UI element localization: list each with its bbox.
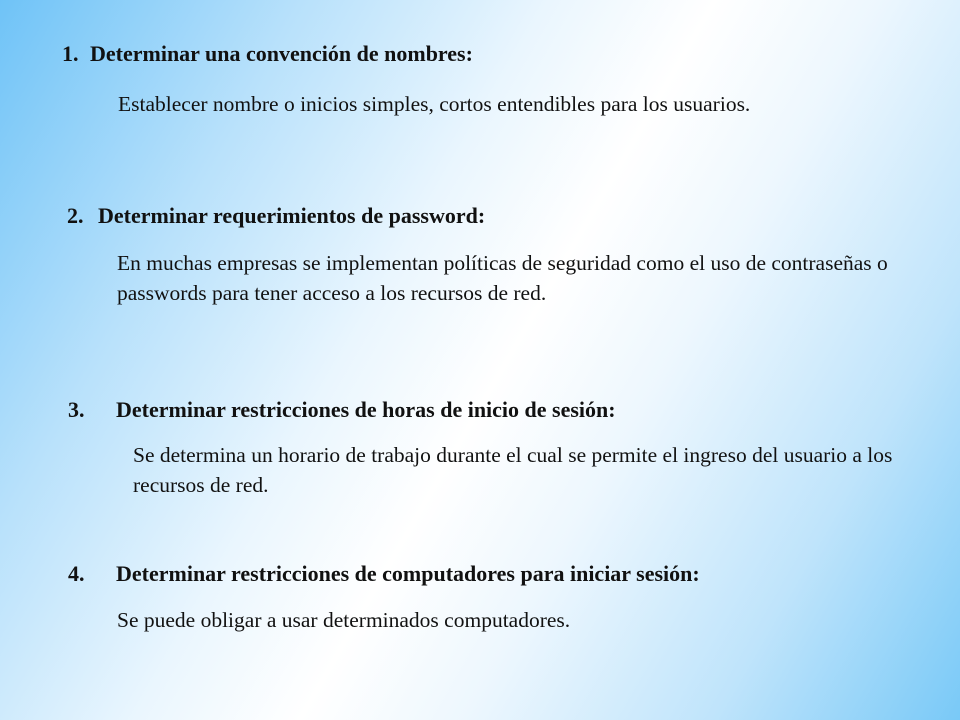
section-title: Determinar requerimientos de password: xyxy=(98,203,486,228)
section-heading xyxy=(68,396,616,424)
section-heading xyxy=(67,202,485,230)
section-body: Establecer nombre o inicios simples, cortos entendibles para los usuarios. xyxy=(118,92,751,116)
section-number: 4. xyxy=(68,561,85,586)
section-body: Se puede obligar a usar determinados computadores. xyxy=(117,608,571,632)
section-body: Se determina un horario de trabajo durante el cual se permite el ingreso del usuario a los recursos de red. xyxy=(133,443,893,497)
section-heading xyxy=(68,560,700,588)
section-number: 1. xyxy=(62,41,79,66)
section-body: En muchas empresas se implementan políticas de seguridad como el uso de contraseñas o passwords para tener acceso a los recursos de red. xyxy=(117,251,888,305)
section-heading xyxy=(62,40,473,68)
section-title: Determinar restricciones de horas de inicio de sesión: xyxy=(116,397,616,422)
section-title: Determinar una convención de nombres: xyxy=(90,41,473,66)
section-number: 2. xyxy=(67,203,84,228)
section-number: 3. xyxy=(68,397,85,422)
section-title: Determinar restricciones de computadores para iniciar sesión: xyxy=(116,561,700,586)
